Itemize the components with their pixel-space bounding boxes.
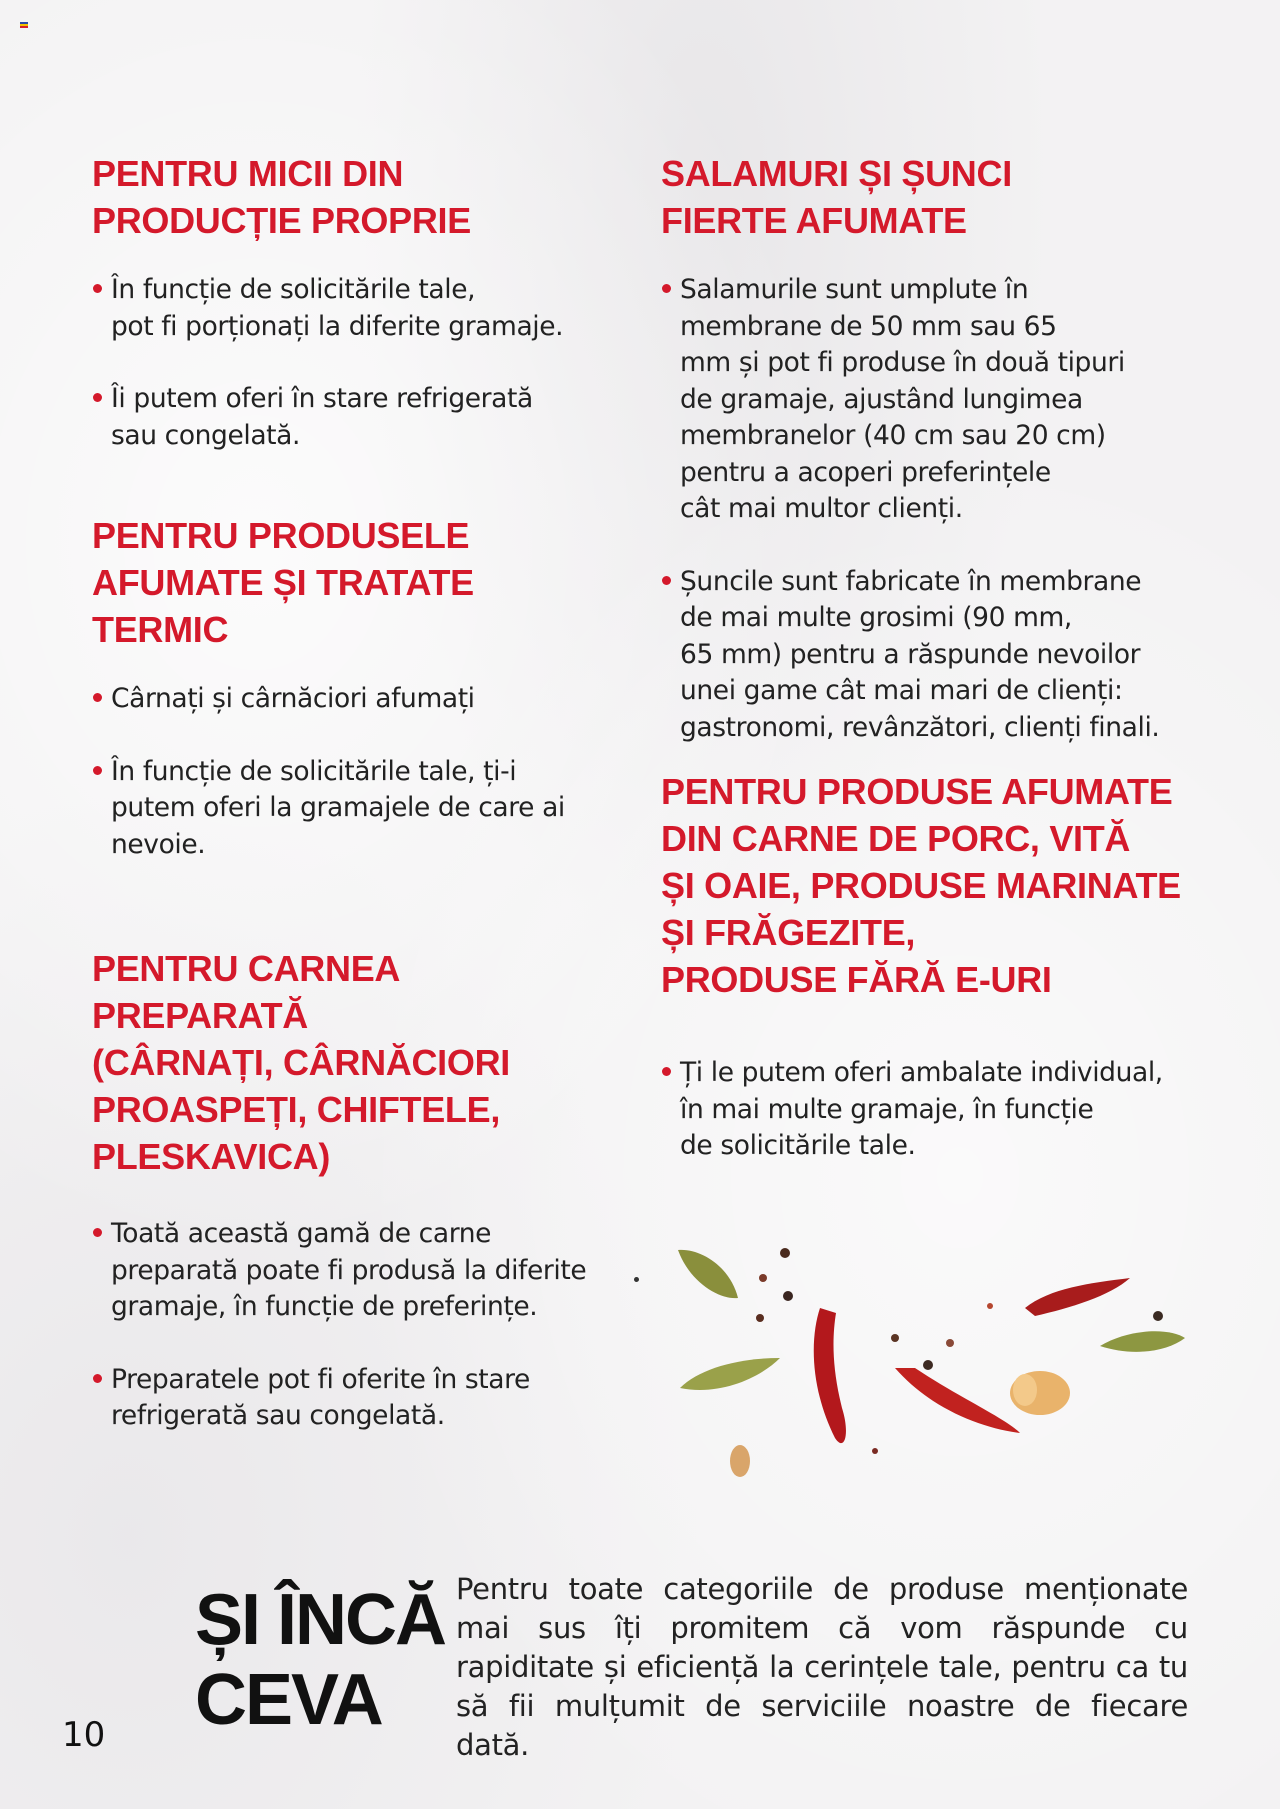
- closing-title: ȘI ÎNCĂ CEVA: [195, 1580, 446, 1740]
- peppercorn-icon: [756, 1314, 764, 1322]
- section-heading: PENTRU MICII DIN PRODUCȚIE PROPRIE: [92, 153, 471, 241]
- section-heading: PENTRU CARNEA PREPARATĂ (CÂRNAȚI, CÂRNĂCIORI PROASPEȚI, CHIFTELE, PLESKAVICA): [92, 948, 510, 1177]
- peppercorn-icon: [1153, 1311, 1163, 1321]
- left-column: [92, 150, 632, 1435]
- bullet-item: Salamurile sunt umplute în membrane de 50 mm sau 65 mm și pot fi produse în două tipuri de gramaje, ajustând lungimea membranelor (40 cm sau 20 cm) pentru a acoperi preferințele cât mai multor clienți.: [661, 272, 1221, 528]
- closing-text: Pentru toate categoriile de produse menționate mai sus îți promitem că vom răspunde cu rapiditate și eficiență la cerințele tale, pentru ca tu să fii mulțumit de serviciile noastre de fiecare dată.: [456, 1572, 1188, 1762]
- garlic-icon: [1013, 1374, 1037, 1406]
- peppercorn-icon: [783, 1291, 793, 1301]
- section-carne-preparata: [92, 945, 632, 1435]
- peppercorn-icon: [946, 1339, 954, 1347]
- peppercorn-icon: [759, 1274, 767, 1282]
- peppercorn-icon: [891, 1334, 899, 1342]
- chili-pepper-icon: [814, 1308, 846, 1443]
- bullet-item: Șuncile sunt fabricate în membrane de mai multe grosimi (90 mm, 65 mm) pentru a răspunde nevoilor unei game cât mai mari de clienți: gastronomi, revânzători, clienți finali.: [661, 564, 1221, 747]
- bullet-item: Ți le putem oferi ambalate individual, în mai multe gramaje, în funcție de solicitările tale.: [661, 1055, 1221, 1165]
- spices-illustration: [660, 1228, 1200, 1528]
- bullet-list: [661, 272, 1221, 746]
- section-heading: PENTRU PRODUSE AFUMATE DIN CARNE DE PORC, VITĂ ȘI OAIE, PRODUSE MARINATE ȘI FRĂGEZITE, PRODUSE FĂRĂ E-URI: [661, 771, 1181, 1000]
- section-salamuri-sunci: [661, 150, 1221, 746]
- bay-leaf-icon: [678, 1250, 738, 1298]
- section-produse-afumate: [661, 768, 1221, 1165]
- peppercorn-icon: [987, 1303, 993, 1309]
- page-number: 10: [62, 1715, 106, 1755]
- bullet-list: [92, 272, 632, 454]
- bullet-item: Preparatele pot fi oferite în stare refrigerată sau congelată.: [92, 1362, 632, 1435]
- bullet-list: [92, 681, 632, 863]
- peppercorn-icon: [923, 1360, 933, 1370]
- bullet-item: În funcție de solicitările tale, ți-i putem oferi la gramajele de care ai nevoie.: [92, 754, 632, 864]
- right-column: [661, 150, 1221, 1165]
- chili-pepper-icon: [895, 1368, 1020, 1433]
- bay-leaf-icon: [1100, 1331, 1185, 1352]
- bay-leaf-icon: [680, 1358, 780, 1390]
- chili-pepper-icon: [1025, 1278, 1130, 1316]
- bullet-item: Îi putem oferi în stare refrigerată sau congelată.: [92, 381, 632, 454]
- bullet-list: [661, 1055, 1221, 1165]
- section-afumate-tratate: [92, 512, 632, 863]
- flag-icon: [20, 22, 28, 28]
- bullet-item: Toată această gamă de carne preparată poate fi produsă la diferite gramaje, în funcție de preferințe.: [92, 1216, 632, 1326]
- peppercorn-icon: [780, 1248, 790, 1258]
- bullet-item: În funcție de solicitările tale, pot fi porționați la diferite gramaje.: [92, 272, 632, 345]
- section-mici: [92, 150, 632, 454]
- section-heading: SALAMURI ȘI ȘUNCI FIERTE AFUMATE: [661, 153, 1012, 241]
- bullet-list: [92, 1216, 632, 1435]
- garlic-icon: [730, 1445, 750, 1477]
- bullet-item: Cârnați și cârnăciori afumați: [92, 681, 632, 718]
- section-heading: PENTRU PRODUSELE AFUMATE ȘI TRATATE TERMIC: [92, 515, 474, 650]
- decorative-dot: [634, 1277, 639, 1282]
- peppercorn-icon: [872, 1448, 878, 1454]
